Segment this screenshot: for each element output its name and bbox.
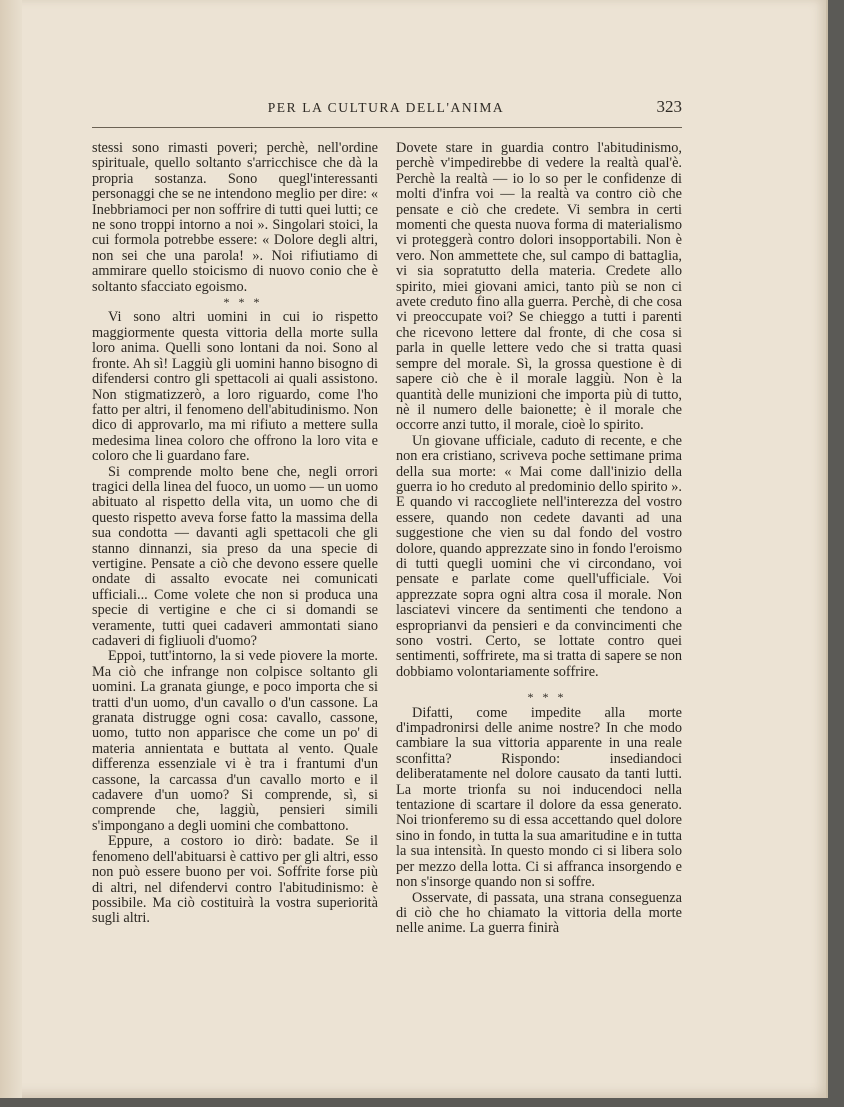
paragraph: Un giovane ufficiale, caduto di recente, e che non era cristiano, scriveva poche settimane prima della sua morte: « Mai come dall'inizio della guerra io ho creduto al predominio dello spirito ». E quando vi raccogliete nell'interezza del vostro essere, quando non cedete davanti ad una suggestione che vien su dal fondo del vostro dolore, quando apprezzate sino in fondo l'eroismo di tutti quegli uomini che vi circondano, voi pensate e parlate come quell'ufficiale. Voi apprezzate sopra ogni altra cosa il morale. Non lasciatevi vincere da sentimenti che tendono a esproprianvi da pensieri e da convincimenti che sono vostri. Certo, se lottate contro quei sentimenti, soffrirete, ma si tratta di sapere se non dobbiamo volontariamente soffrire. xyxy=(396,432,682,680)
paragraph: stessi sono rimasti poveri; perchè, nell'ordine spirituale, quello soltanto s'arricchisce che dà la propria sostanza. Sono quegl'interessanti personaggi che se ne intendono meglio per dire: « Inebbriamoci per non soffrire di tutti quei lutti; ce ne sono troppi intorno a noi ». Singolari stoici, la cui formola potrebbe essere: « Dolore degli altri, non sei che una parola! ». Noi rifiutiamo di ammirare quello stoicismo di nuovo conio che è soltanto sfacciato egoismo. xyxy=(92,140,378,295)
paragraph: Vi sono altri uomini in cui io rispetto maggiormente questa vittoria della morte sulla loro anima. Quelli sono lontani da noi. Sono al fronte. Ah sì! Laggiù gli uomini hanno bisogno di difendersi contro gli spettacoli ai quali assistono. Non stigmatizzerò, a loro riguardo, come l'ho fatto per altri, il fenomeno dell'abitudinismo. Non dico di approvarlo, ma mi rifiuto a mettere sulla medesima linea coloro che offrono la loro vita e coloro che li guardano fare. xyxy=(92,309,378,465)
paragraph: Si comprende molto bene che, negli orrori tragici della linea del fuoco, un uomo — un uomo abituato al rispetto della vita, un uomo che di questo rispetto aveva forse fatto la massima della sua condotta — davanti agli spettacoli che gli stanno dinnanzi, sia preso da una specie di vertigine. Pensate a ciò che devono essere quelle ondate di assalto evocate nei comunicati ufficiali... Come volete che non si produca una specie di vertigine e che ci si domandi se veramente, tutti quei cadaveri ammontati siano cadaveri di figliuoli d'uomo? xyxy=(92,463,378,649)
page-binding-edge xyxy=(0,0,22,1098)
paragraph: Dovete stare in guardia contro l'abitudinismo, perchè v'impedirebbe di vedere la realtà qual'è. Perchè la realtà — io lo so per le confidenze di molti d'infra voi — la realtà va contro ciò che pensate e ciò che credete. Vi sembra in certi momenti che questa nuova forma di materialismo vi proteggerà contro dolori insopportabili. Non è vero. Non ammettete che, sul campo di battaglia, vi sia sopratutto della materia. Credete allo spirito, miei giovani amici, tanto più se non ci avete creduto fino alla guerra. Perchè, di che cosa vi preoccupate voi? Se chieggo a tutti i parenti che ricevono lettere dal fronte, di che cosa si parla in quelle lettere vedo che si tratta quasi sempre del morale. Sì, la grossa questione è di sapere ciò che è il morale laggiù. Non è la quantità delle munizioni che importa più di tutto, nè il numero delle baionette; è il morale che occorre anzi tutto, il morale, cioè lo spirito. xyxy=(396,140,682,434)
right-column xyxy=(396,141,682,937)
page-number: 323 xyxy=(656,97,682,116)
header-rule xyxy=(92,127,682,128)
paragraph: Difatti, come impedite alla morte d'impadronirsi delle anime nostre? In che modo cambiare la sua vittoria apparente in una reale sconfitta? Rispondo: insediandoci deliberatamente nel dolore causato da tanti lutti. La morte trionfa su noi inducendoci nella tentazione di scartare il dolore da essa generato. Noi trionferemo su di essa accettando quel dolore sino in fondo, in tutta la sua amaritudine e in tutta la sua intensità. In questo mondo ci si libera solo per mezzo della lotta. Ci si affranca insorgendo e non s'insorge quando non si soffre. xyxy=(396,704,682,891)
section-separator: * * * xyxy=(223,295,263,310)
section-separator: * * * xyxy=(527,690,567,705)
left-column xyxy=(92,141,378,927)
spacer xyxy=(396,680,682,690)
paragraph: Osservate, di passata, una strana conseguenza di ciò che ho chiamato la vittoria della morte nelle anime. La guerra finirà xyxy=(396,889,682,937)
paragraph: Eppoi, tutt'intorno, la si vede piovere la morte. Ma ciò che infrange non colpisce soltanto gli uomini. La granata giunge, e poco importa che si tratti d'un uomo, d'un cavallo o d'un cassone. La granata distrugge ogni cosa: cavallo, cassone, uomo, tutto non apparisce che come un po' di materia annientata e buttata al vento. Quale differenza essenziale vi è tra i frantumi d'un cassone, la carcassa d'un cavallo morto e il cadavere d'un uomo? Si comprende, sì, si comprende che, laggiù, pensieri simili s'impongano a degli uomini che combattono. xyxy=(92,648,378,834)
running-title: PER LA CULTURA DELL'ANIMA xyxy=(267,100,505,115)
paragraph: Eppure, a costoro io dirò: badate. Se il fenomeno dell'abituarsi è cattivo per gli altri, esso non può essere buono per voi. Soffrite forse più di altri, nel difendervi contro l'abitudinismo: è possibile. Ma ciò costituirà la vostra superiorità sugli altri. xyxy=(92,833,378,927)
